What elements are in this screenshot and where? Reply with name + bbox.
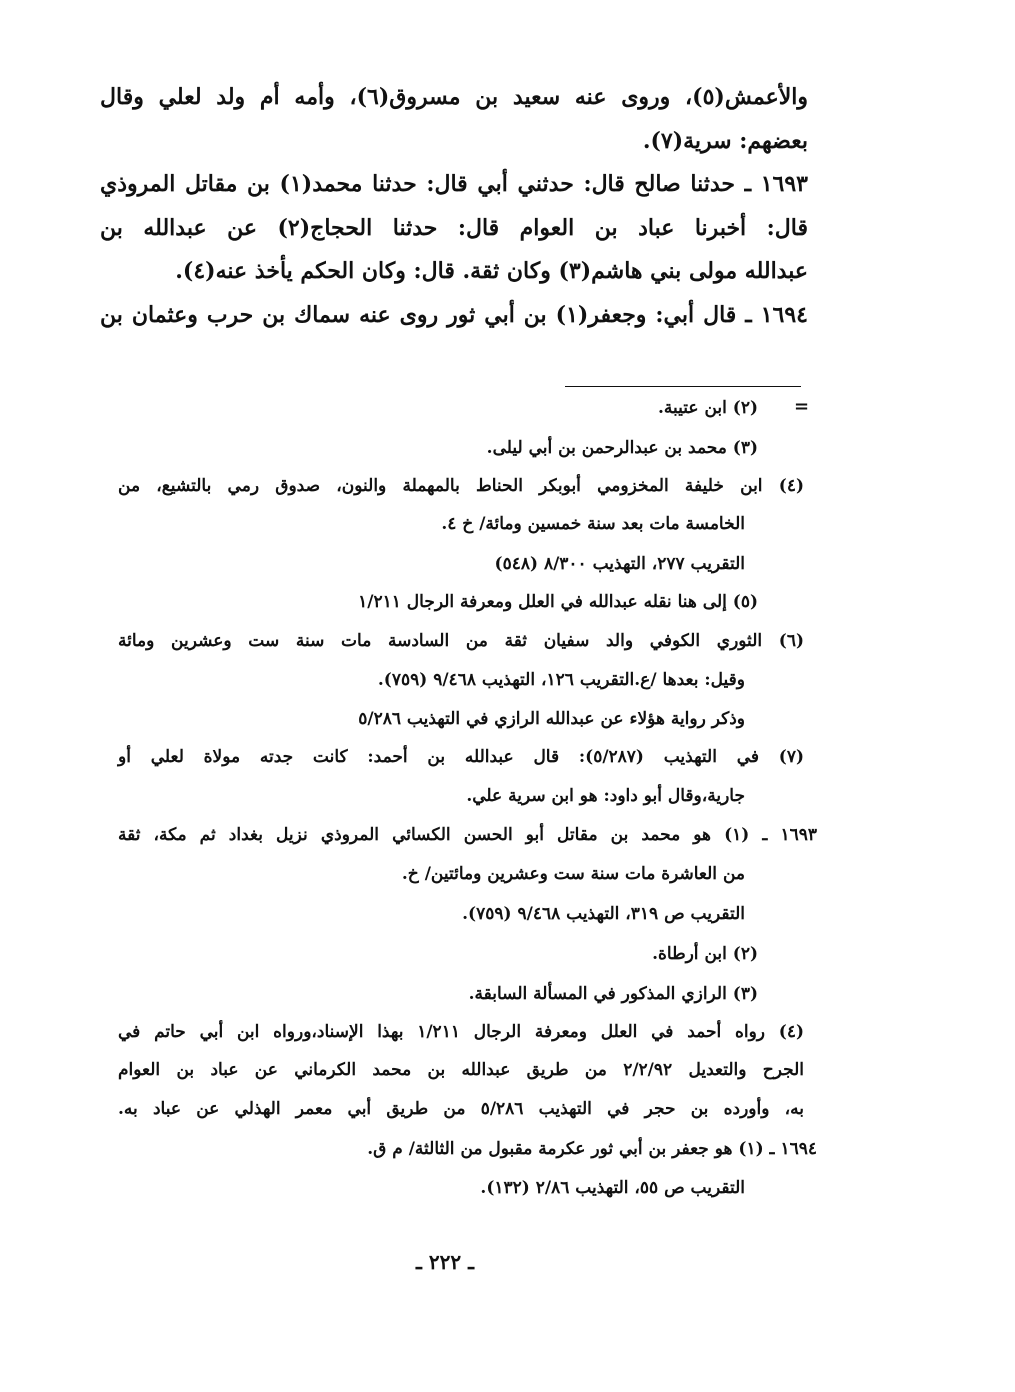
footnote-line: (٢) ابن أرطاة. <box>652 944 758 964</box>
footnote-line: وقيل: بعدها /ع.التقريب ١٢٦، التهذيب ٩/٤٦٨ (٧٥٩). <box>377 670 745 690</box>
footnote-line: (٤) ابن خليفة المخزومي أبوبكر الحناط بالمهملة والنون، صدوق رمي بالتشيع، من <box>118 476 804 496</box>
main-text-line: عبدالله مولى بني هاشم(٣) وكان ثقة. قال: وكان الحكم يأخذ عنه(٤). <box>175 258 808 284</box>
main-text-line: ١٦٩٤ ـ قال أبي: وجعفر(١) بن أبي ثور روى عنه سماك بن حرب وعثمان بن <box>100 302 808 328</box>
footnote-line: ١٦٩٣ ـ (١) هو محمد بن مقاتل أبو الحسن الكسائي المروذي نزيل بغداد ثم مكة، ثقة <box>118 825 817 845</box>
main-text-line: قال: أخبرنا عباد بن العوام قال: حدثنا الحجاج(٢) عن عبدالله بن <box>100 215 808 241</box>
footnote-line: ١٦٩٤ ـ (١) هو جعفر بن أبي ثور عكرمة مقبول من الثالثة/ م ق. <box>367 1139 817 1159</box>
footnote-line: الخامسة مات بعد سنة خمسين ومائة/ خ ٤. <box>441 514 745 534</box>
main-text-line: والأعمش(٥)، وروى عنه سعيد بن مسروق(٦)، وأمه أم ولد لعلي وقال <box>100 84 808 110</box>
footnote-line: (٦) الثوري الكوفي والد سفيان ثقة من السادسة مات سنة ست وعشرين ومائة <box>118 631 804 651</box>
footnote-line: من العاشرة مات سنة ست وعشرين ومائتين/ خ. <box>401 864 745 884</box>
footnote-line: التقريب ٢٧٧، التهذيب ٨/٣٠٠ (٥٤٨) <box>494 554 745 574</box>
footnote-line: به، وأورده بن حجر في التهذيب ٥/٢٨٦ من طريق أبي معمر الهذلي عن عباد به. <box>118 1099 804 1119</box>
main-text-line: ١٦٩٣ ـ حدثنا صالح قال: حدثني أبي قال: حدثنا محمد(١) بن مقاتل المروذي <box>100 171 808 197</box>
footnote-line: الجرح والتعديل ٢/٢/٩٢ من طريق عبدالله بن محمد الكرماني عن عباد بن العوام <box>118 1060 805 1080</box>
continuation-mark: = <box>794 396 810 417</box>
footnote-separator <box>565 386 801 387</box>
footnote-line: (٢) ابن عتيبة. <box>657 398 758 418</box>
footnote-line: التقريب ص ٣١٩، التهذيب ٩/٤٦٨ (٧٥٩). <box>462 904 745 924</box>
footnote-line: (٥) إلى هنا نقله عبدالله في العلل ومعرفة الرجال ١/٢١١ <box>358 592 758 612</box>
footnote-line: وذكر رواية هؤلاء عن عبدالله الرازي في التهذيب ٥/٢٨٦ <box>358 709 745 729</box>
footnote-line: (٤) رواه أحمد في العلل ومعرفة الرجال ١/٢١١ بهذا الإسناد،ورواه ابن أبي حاتم في <box>118 1022 805 1042</box>
footnote-line: (٣) محمد بن عبدالرحمن بن أبي ليلى. <box>486 438 758 458</box>
main-text-line: بعضهم: سرية(٧). <box>642 128 808 154</box>
footnote-line: (٣) الرازي المذكور في المسألة السابقة. <box>468 984 758 1004</box>
page-number: ـ ٢٢٢ ـ <box>416 1250 474 1274</box>
footnote-line: جارية،وقال أبو داود: هو ابن سرية علي. <box>466 786 745 806</box>
footnote-line: (٧) في التهذيب (٥/٢٨٧): قال عبدالله بن أحمد: كانت جدته مولاة لعلي أو <box>118 747 804 767</box>
footnote-line: التقريب ص ٥٥، التهذيب ٢/٨٦ (١٣٢). <box>480 1178 745 1198</box>
